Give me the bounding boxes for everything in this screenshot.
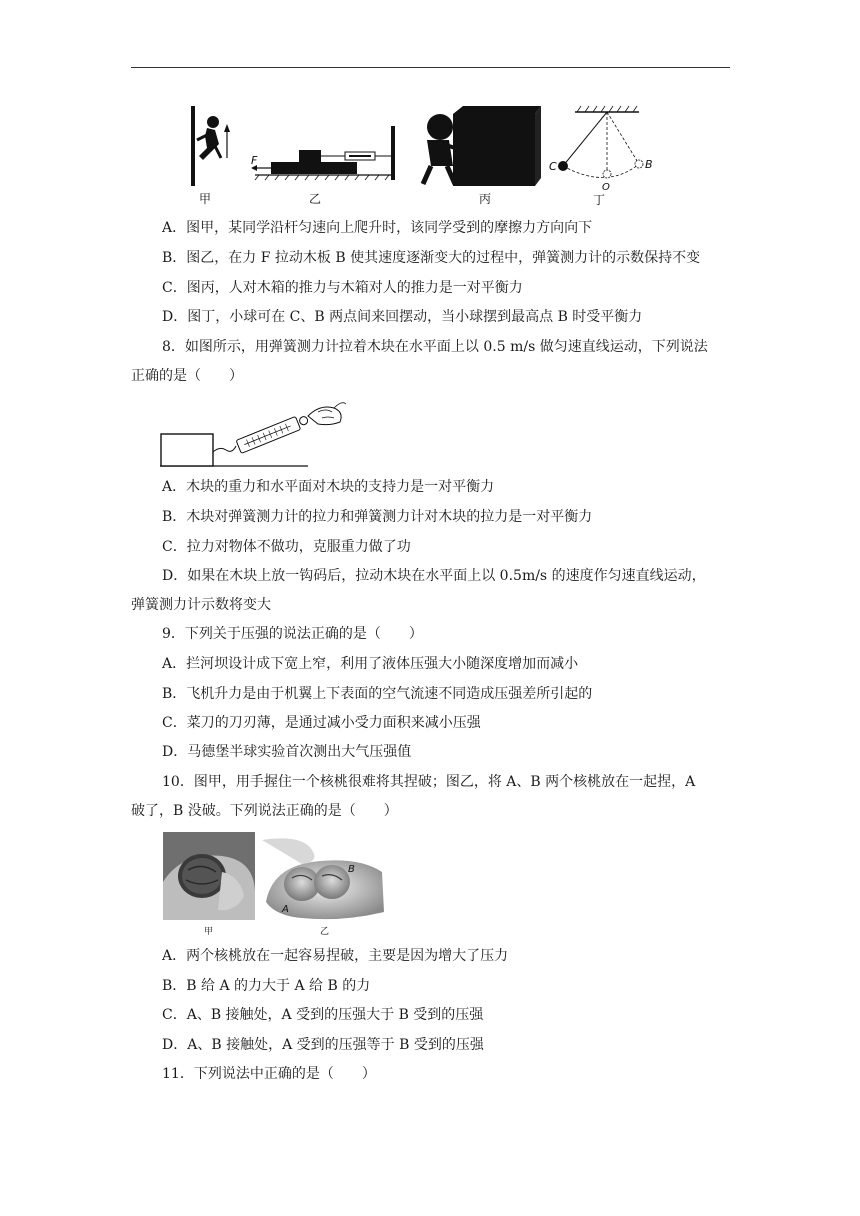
walnut-caption-yi: 乙 xyxy=(320,927,330,937)
q8-option-c: C．拉力对物体不做功，克服重力做了功 xyxy=(162,539,411,555)
figure-label-C: C xyxy=(549,160,557,173)
q10-option-d: D．A、B 接触处，A 受到的压强等于 B 受到的压强 xyxy=(162,1037,484,1053)
figure-ding xyxy=(549,106,653,207)
q7-option-b: B．图乙，在力 F 拉动木板 B 使其速度逐渐变大的过程中，弹簧测力计的示数保持不变 xyxy=(162,250,701,266)
figure-jia xyxy=(191,106,230,206)
figure-label-F: F xyxy=(251,154,258,167)
q10-option-c: C．A、B 接触处，A 受到的压强大于 B 受到的压强 xyxy=(162,1007,484,1023)
figure-yi xyxy=(251,126,395,206)
walnut-label-A: A xyxy=(282,904,289,915)
figure-label-O: O xyxy=(602,182,610,193)
q8-stem-line2: 正确的是（ ） xyxy=(131,368,243,384)
figure-bing xyxy=(423,106,541,206)
q9-option-b: B．飞机升力是由于机翼上下表面的空气流速不同造成压强差所引起的 xyxy=(162,686,593,702)
figure-label-B: B xyxy=(645,158,653,171)
figure-forces-row xyxy=(185,100,685,210)
q10-stem-line2: 破了，B 没破。下列说法正确的是（ ） xyxy=(131,803,398,819)
figure-label-ding: 丁 xyxy=(593,193,606,207)
walnut-label-B: B xyxy=(348,864,355,875)
q9-stem: 9．下列关于压强的说法正确的是（ ） xyxy=(162,626,423,642)
figure-label-yi: 乙 xyxy=(309,192,322,206)
q9-option-a: A．拦河坝设计成下宽上窄，利用了液体压强大小随深度增加而减小 xyxy=(162,656,579,672)
figure-walnuts xyxy=(162,832,388,938)
q7-option-a: A．图甲，某同学沿杆匀速向上爬升时，该同学受到的摩擦力方向向下 xyxy=(162,220,593,236)
q7-option-c: C．图丙，人对木箱的推力与木箱对人的推力是一对平衡力 xyxy=(162,280,523,296)
q9-option-c: C．菜刀的刀刃薄，是通过减小受力面积来减小压强 xyxy=(162,715,481,731)
q8-option-b: B．木块对弹簧测力计的拉力和弹簧测力计对木块的拉力是一对平衡力 xyxy=(162,509,593,525)
q8-option-d-cont: 弹簧测力计示数将变大 xyxy=(131,597,271,613)
figure-label-bing: 丙 xyxy=(479,192,492,206)
walnut-photo-jia xyxy=(163,832,255,920)
q8-stem-line1: 8．如图所示，用弹簧测力计拉着木块在水平面上以 0.5 m/s 做匀速直线运动，下列说法 xyxy=(162,339,708,355)
q10-option-a: A．两个核桃放在一起容易捏破，主要是因为增大了压力 xyxy=(162,948,509,964)
figure-spring-scale-block xyxy=(158,398,348,468)
header-rule xyxy=(131,67,730,68)
q10-stem-line1: 10．图甲，用手握住一个核桃很难将其捏破；图乙，将 A、B 两个核桃放在一起捏，A xyxy=(162,774,696,790)
walnut-photo-yi xyxy=(262,832,387,920)
q11-stem: 11．下列说法中正确的是（ ） xyxy=(162,1066,376,1082)
q8-option-d: D．如果在木块上放一钩码后，拉动木块在水平面上以 0.5m/s 的速度作匀速直线运动， xyxy=(162,568,706,584)
walnut-caption-jia: 甲 xyxy=(204,927,214,937)
q10-option-b: B．B 给 A 的力大于 A 给 B 的力 xyxy=(162,978,371,994)
q7-option-d: D．图丁，小球可在 C、B 两点间来回摆动，当小球摆到最高点 B 时受平衡力 xyxy=(162,309,643,325)
q9-option-d: D．马德堡半球实验首次测出大气压强值 xyxy=(162,744,412,760)
figure-label-jia: 甲 xyxy=(199,192,212,206)
q8-option-a: A．木块的重力和水平面对木块的支持力是一对平衡力 xyxy=(162,479,495,495)
